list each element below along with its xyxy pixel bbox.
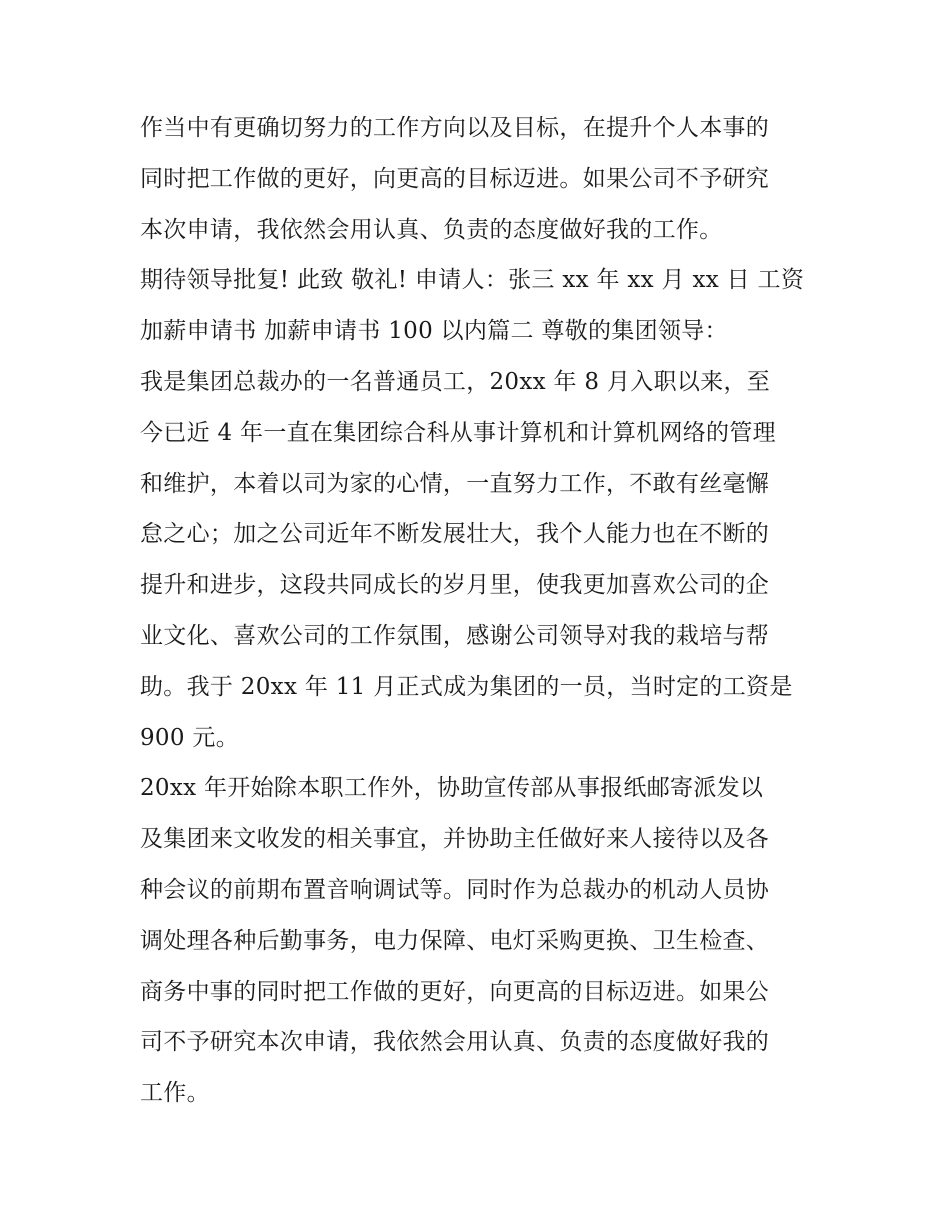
text-line: 种会议的前期布置音响调试等。同时作为总裁办的机动人员协 [140, 876, 770, 903]
text-line: 工作。 [140, 1080, 210, 1107]
text-line: 和维护，本着以司为家的心情，一直努力工作，不敢有丝毫懈 [140, 470, 770, 497]
text-line: 司不予研究本次申请，我依然会用认真、负责的态度做好我的 [140, 1029, 770, 1056]
text-line: 怠之心；加之公司近年不断发展壮大，我个人能力也在不断的 [140, 521, 770, 548]
text-line: 今已近 4 年一直在集团综合科从事计算机和计算机网络的管理 [140, 419, 776, 446]
document-body [140, 103, 820, 1119]
text-line: 同时把工作做的更好，向更高的目标迈进。如果公司不予研究 [140, 165, 770, 192]
text-line: 加薪申请书 加薪申请书 100 以内篇二 尊敬的集团领导： [140, 318, 728, 345]
text-line: 900 元。 [140, 724, 240, 751]
text-line: 作当中有更确切努力的工作方向以及目标，在提升个人本事的 [140, 115, 770, 141]
text-line: 提升和进步，这段共同成长的岁月里，使我更加喜欢公司的企 [140, 572, 770, 599]
text-line: 及集团来文收发的相关事宜，并协助主任做好来人接待以及各 [140, 826, 770, 853]
text-line: 期待领导批复! 此致 敬礼! 申请人：张三 xx 年 xx 月 xx 日 工资 [140, 267, 805, 294]
text-line: 20xx 年开始除本职工作外，协助宣传部从事报纸邮寄派发以 [140, 775, 764, 802]
text-line: 商务中事的同时把工作做的更好，向更高的目标迈进。如果公 [140, 978, 770, 1005]
text-line: 业文化、喜欢公司的工作氛围，感谢公司领导对我的栽培与帮 [140, 622, 770, 649]
text-line: 助。我于 20xx 年 11 月正式成为集团的一员，当时定的工资是 [140, 673, 793, 700]
text-line: 调处理各种后勤事务，电力保障、电灯采购更换、卫生检查、 [140, 927, 770, 954]
text-line: 本次申请，我依然会用认真、负责的态度做好我的工作。 [140, 216, 723, 243]
text-line: 我是集团总裁办的一名普通员工，20xx 年 8 月入职以来，至 [140, 368, 771, 395]
